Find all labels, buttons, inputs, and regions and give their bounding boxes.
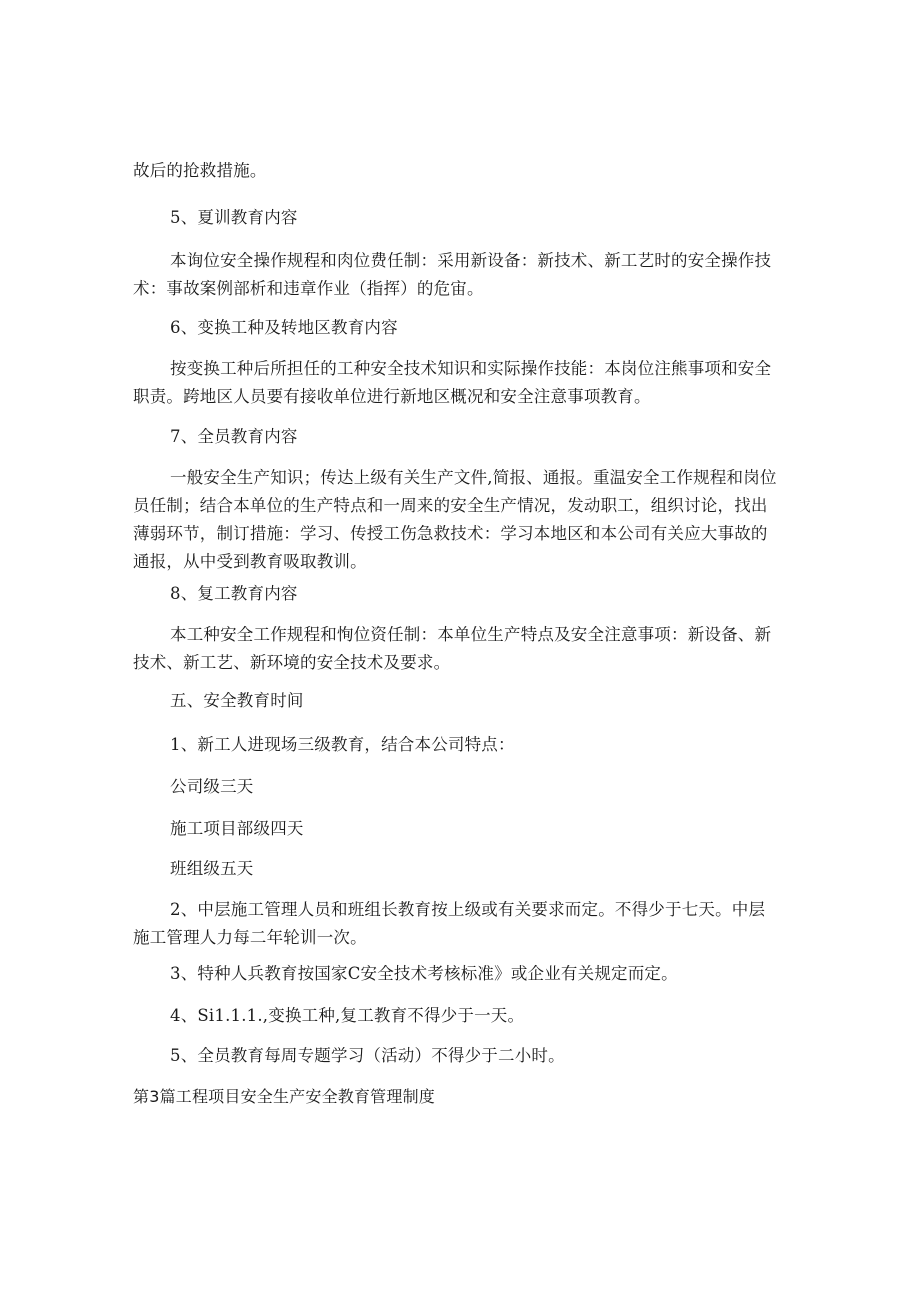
section-5-item-4: 4、Si1.1.1.,变换工种,复工教育不得少于一天。 [170, 1006, 525, 1025]
item-5-line-2: 术：事故案例部析和违章作业（指挥）的危宙。 [133, 279, 484, 298]
level-team: 班组级五天 [170, 859, 254, 878]
item-8-heading: 8、复工教育内容 [170, 584, 298, 603]
level-company: 公司级三天 [170, 777, 254, 796]
section-5-item-2 [133, 896, 766, 952]
level-project-dept: 施工项目部级四天 [170, 819, 304, 838]
item-8-line-2: 技术、新工艺、新环境的安全技术及要求。 [133, 653, 451, 672]
item-5-line-1: 本询位安全操作规程和肉位费任制：采用新设备：新技术、新工艺时的安全操作技 [170, 251, 772, 270]
item-7-body [133, 464, 777, 576]
item-6-heading: 6、变换工种及转地区教育内容 [170, 318, 398, 337]
item-7-line-2: 员任制；结合本单位的生产特点和一周来的安全生产情况，发动职工，组织讨论，找出 [133, 496, 768, 515]
section-5-item-2-line-1: 2、中层施工管理人员和班组长教育按上级或有关要求而定。不得少于七天。中层 [170, 900, 766, 919]
next-section-title: 第3篇工程项目安全生产安全教育管理制度 [133, 1087, 435, 1106]
section-5-item-1: 1、新工人进现场三级教育，结合本公司特点： [170, 735, 515, 754]
item-5-body [133, 247, 772, 303]
section-5-heading: 五、安全教育时间 [170, 691, 304, 710]
item-8-line-1: 本工种安全工作规程和恂位资任制：本单位生产特点及安全注意事项：新设备、新 [170, 625, 772, 644]
item-8-body [133, 621, 772, 677]
section-5-item-3: 3、特种人兵教育按国家C安全技术考核标准》或企业有关规定而定。 [170, 964, 678, 983]
item-6-body [133, 355, 772, 411]
section-5-item-5: 5、全员教育每周专题学习（活动）不得少于二小时。 [170, 1046, 565, 1065]
item-7-line-4: 通报，从中受到教育吸取教训。 [133, 552, 367, 571]
item-5-heading: 5、夏训教育内容 [170, 208, 298, 227]
item-7-heading: 7、全员教育内容 [170, 427, 298, 446]
item-7-line-3: 薄弱环节，制订措施：学习、传授工伤急救技术：学习本地区和本公司有关应大事故的 [133, 524, 768, 543]
item-6-line-1: 按变换工种后所担任的工种安全技术知识和实际操作技能：本岗位注熊事项和安全 [170, 359, 772, 378]
item-7-line-1: 一般安全生产知识；传达上级有关生产文件,简报、通报。重温安全工作规程和岗位 [170, 468, 777, 487]
item-6-line-2: 职责。跨地区人员要有接收单位进行新地区概况和安全注意事项教育。 [133, 387, 651, 406]
section-5-item-2-line-2: 施工管理人力每二年轮训一次。 [133, 928, 367, 947]
continuation-text: 故后的抢救措施。 [133, 161, 267, 180]
